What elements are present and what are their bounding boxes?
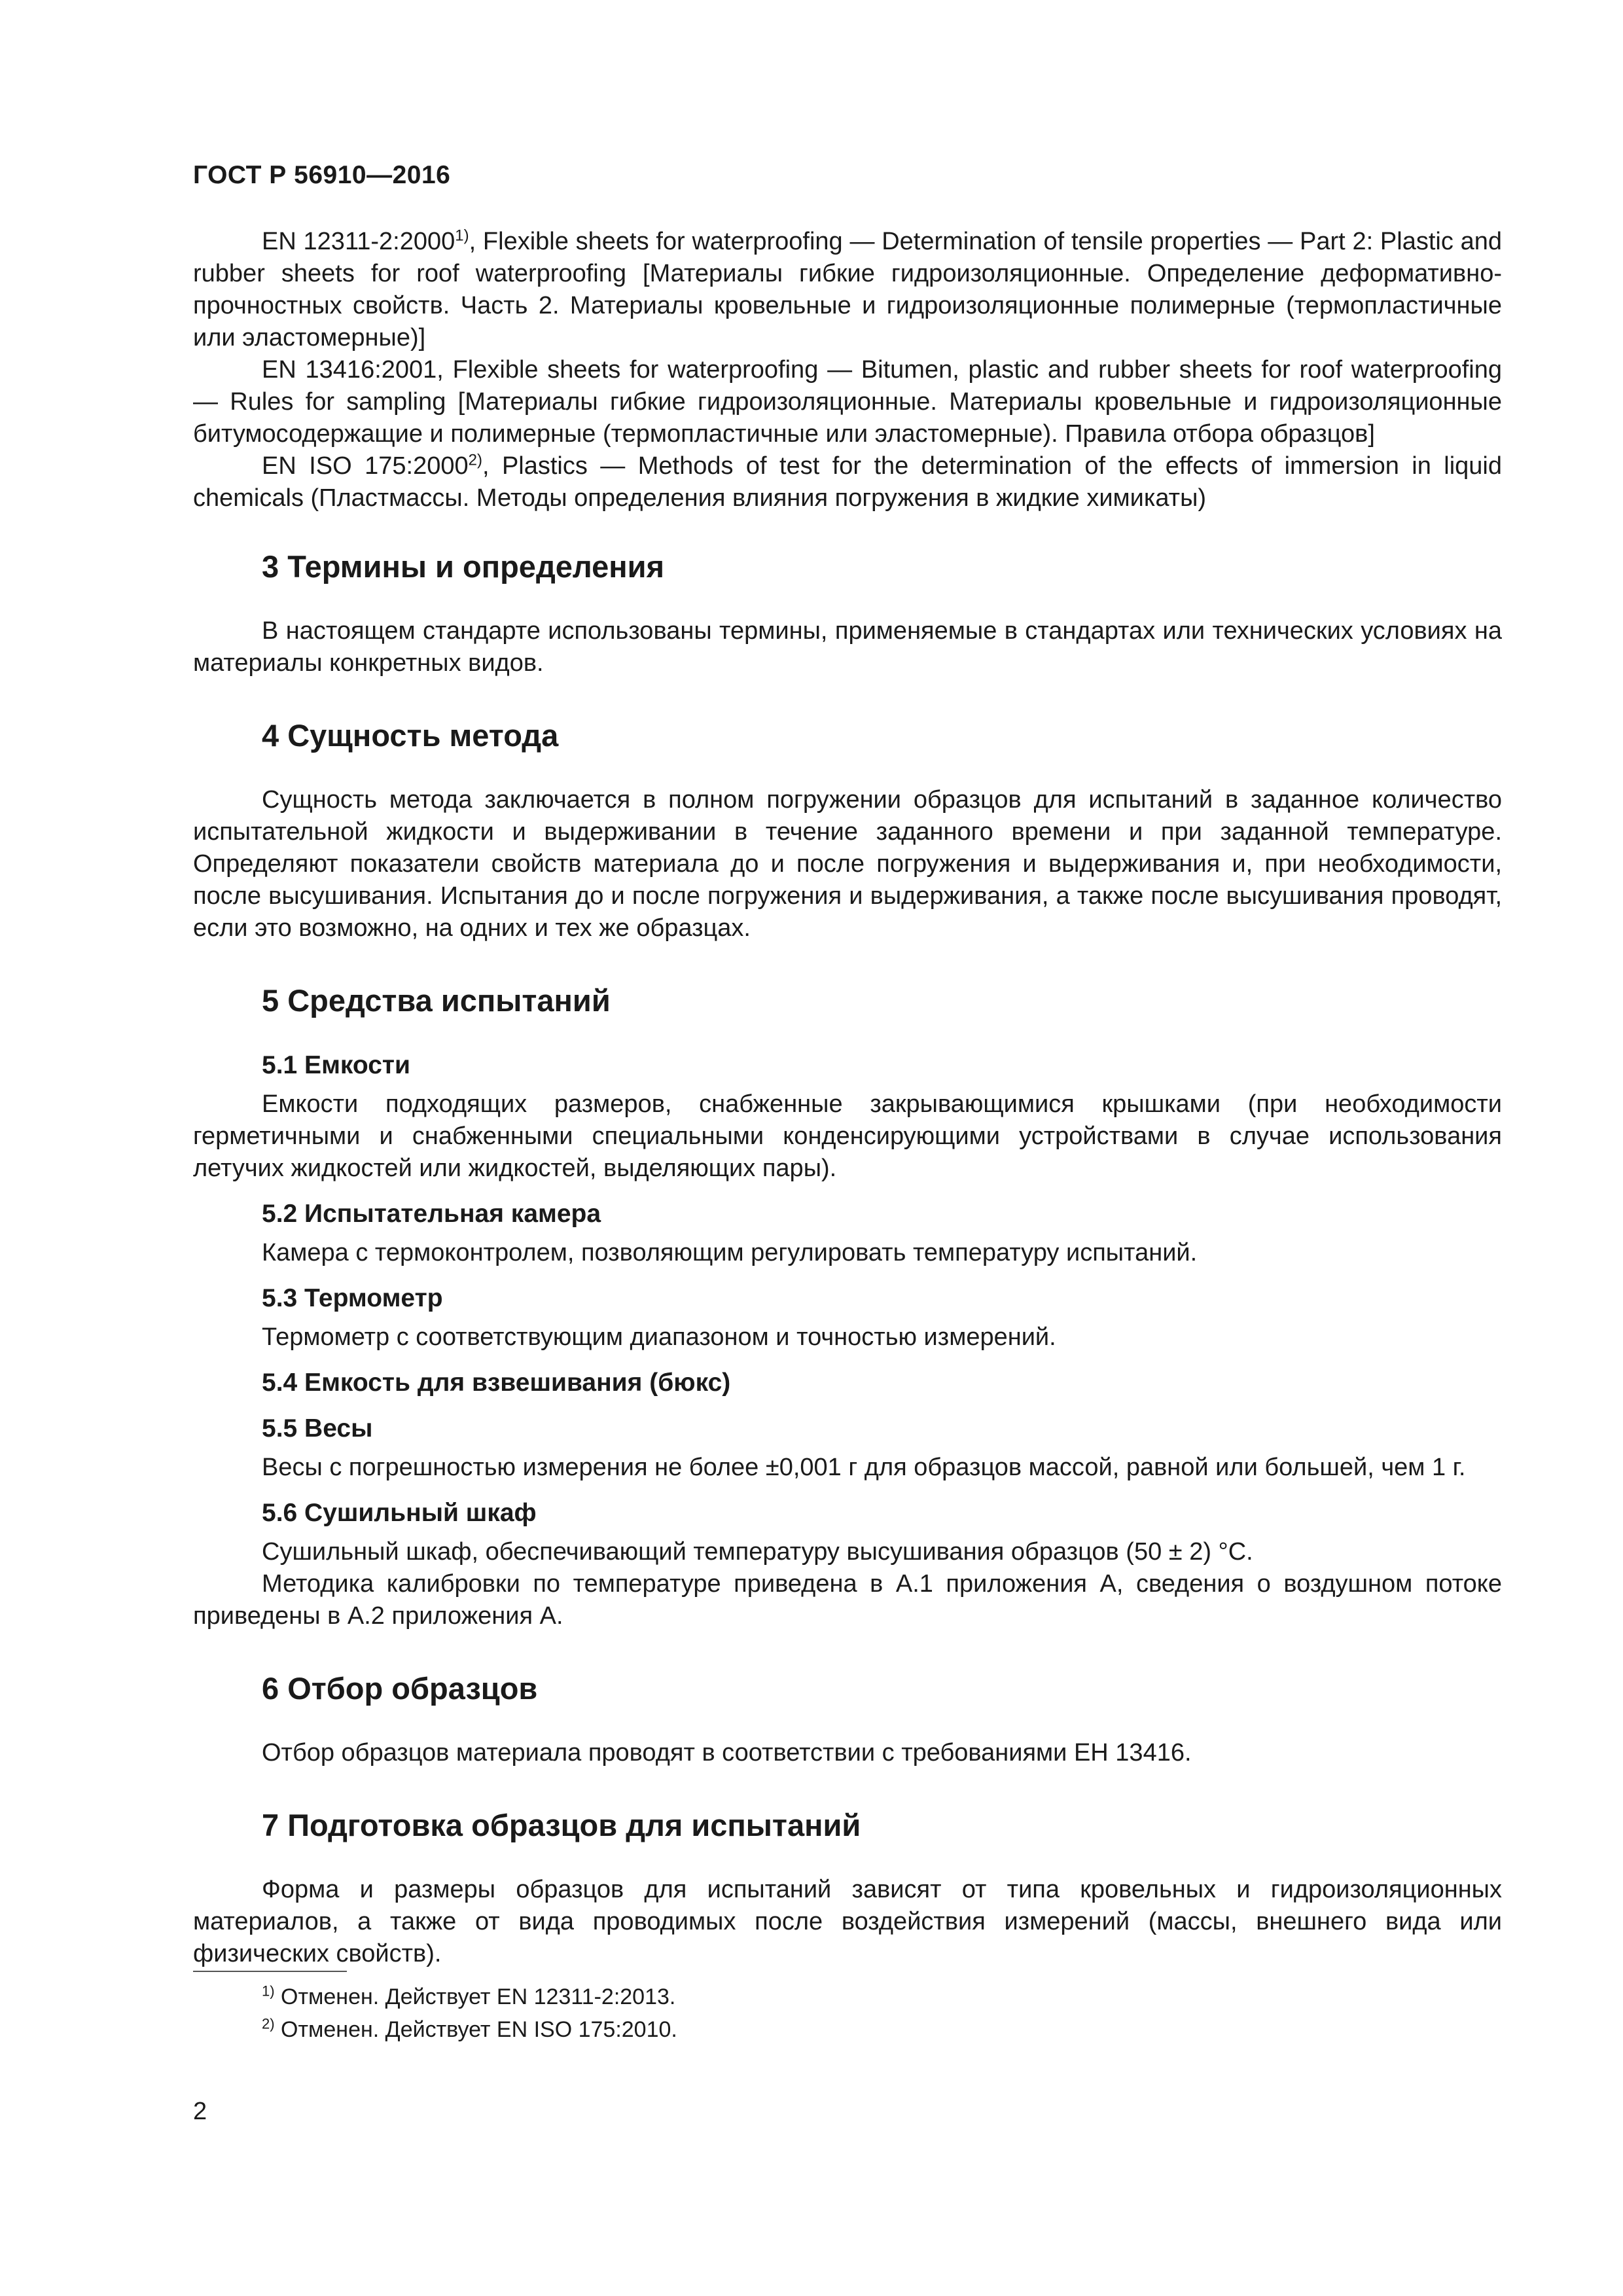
page-number: 2 <box>193 2098 207 2125</box>
normative-reference-2 <box>193 354 1502 450</box>
subsection-5-1-heading: 5.1 Емкости <box>262 1051 410 1079</box>
subsection-5-5-heading: 5.5 Весы <box>262 1414 373 1443</box>
section-6-text: Отбор образцов материала проводят в соответствии с требованиями ЕН 13416. <box>262 1739 1192 1767</box>
footnote-text: Отменен. Действует EN 12311-2:2013. <box>274 1984 676 2009</box>
subsection-5-3-heading: 5.3 Термометр <box>262 1284 443 1312</box>
footnote-text: Отменен. Действует EN ISO 175:2010. <box>274 2017 677 2042</box>
reference-code: EN ISO 175:2000 <box>262 452 469 480</box>
section-7-heading: 7 Подготовка образцов для испытаний <box>262 1808 861 1842</box>
footnote-mark: 1) <box>262 1982 275 2000</box>
section-5-heading: 5 Средства испытаний <box>262 983 611 1018</box>
normative-reference-3 <box>193 450 1502 514</box>
footnote-1 <box>262 1981 677 2013</box>
reference-text: EN 13416:2001, Flexible sheets for waterproofing — Bitumen, plastic and rubber sheets for roof waterproofing — Rules for sampling [Материалы гибкие гидроизоляционные. Материалы кровельные и гидроизоляционные битумосодержащие и полимерные (термопластичные или эластомерные). Правила отбора образцов] <box>193 356 1502 448</box>
subsection-5-2-text: Камера с термоконтролем, позволяющим регулировать температуру испытаний. <box>262 1239 1198 1266</box>
subsection-5-4-heading: 5.4 Емкость для взвешивания (бюкс) <box>262 1369 731 1397</box>
reference-text: , Flexible sheets for waterproofing — Determination of tensile properties — Part 2: Plastic and rubber sheets for roof waterproofing [Материалы гибкие гидроизоляционные. Определение деформативно-прочностных свойств. Часть 2. Материалы кровельные и гидроизоляционные полимерные (термопластичные или эластомерные)] <box>193 228 1502 351</box>
subsection-5-6-heading: 5.6 Сушильный шкаф <box>262 1499 537 1527</box>
page-content <box>193 226 1502 1970</box>
subsection-5-6-calibration-text: Методика калибровки по температуре приведена в А.1 приложения А, сведения о воздушном потоке приведены в А.2 приложения А. <box>193 1570 1502 1630</box>
subsection-5-1-text: Емкости подходящих размеров, снабженные закрывающимися крышками (при необходимости герметичными и снабженными специальными конденсирующими устройствами в случае использования летучих жидкостей или жидкостей, выделяющих пары). <box>193 1090 1502 1182</box>
reference-code: EN 12311-2:2000 <box>262 228 455 255</box>
subsection-5-3-text: Термометр с соответствующим диапазоном и точностью измерений. <box>262 1323 1056 1351</box>
section-3-text: В настоящем стандарте использованы термины, применяемые в стандартах или технических условиях на материалы конкретных видов. <box>193 617 1502 677</box>
reference-text: , Plastics — Methods of test for the determination of the effects of immersion in liquid chemicals (Пластмассы. Методы определения влияния погружения в жидкие химикаты) <box>193 452 1502 512</box>
normative-reference-1 <box>193 226 1502 354</box>
section-4-text: Сущность метода заключается в полном погружении образцов для испытаний в заданное количество испытательной жидкости и выдерживании в течение заданного времени и при заданной температуре. Определяют показатели свойств материала до и после погружения и выдерживания и, при необходимости, после высушивания. Испытания до и после погружения и выдерживания, а также после высушивания проводят, если это возможно, на одних и тех же образцах. <box>193 786 1502 942</box>
footnote-2 <box>262 2013 677 2046</box>
document-header: ГОСТ Р 56910—2016 <box>193 161 451 189</box>
subsection-5-2-heading: 5.2 Испытательная камера <box>262 1200 601 1228</box>
section-7-text: Форма и размеры образцов для испытаний зависят от типа кровельных и гидроизоляционных материалов, а также от вида проводимых после воздействия измерений (массы, внешнего вида или физических свойств). <box>193 1876 1502 1967</box>
subsection-5-5-text: Весы с погрешностью измерения не более ±0,001 г для образцов массой, равной или большей, чем 1 г. <box>262 1454 1466 1481</box>
section-6-heading: 6 Отбор образцов <box>262 1671 538 1706</box>
subsection-5-6-text: Сушильный шкаф, обеспечивающий температуру высушивания образцов (50 ± 2) °С. <box>262 1538 1253 1566</box>
footnote-separator <box>193 1971 347 1972</box>
footnote-mark: 2) <box>468 451 482 469</box>
footnote-mark: 1) <box>455 226 469 245</box>
footnote-mark: 2) <box>262 2015 275 2032</box>
section-4-heading: 4 Сущность метода <box>262 718 559 753</box>
section-3-heading: 3 Термины и определения <box>262 549 664 584</box>
footnotes <box>262 1981 677 2046</box>
